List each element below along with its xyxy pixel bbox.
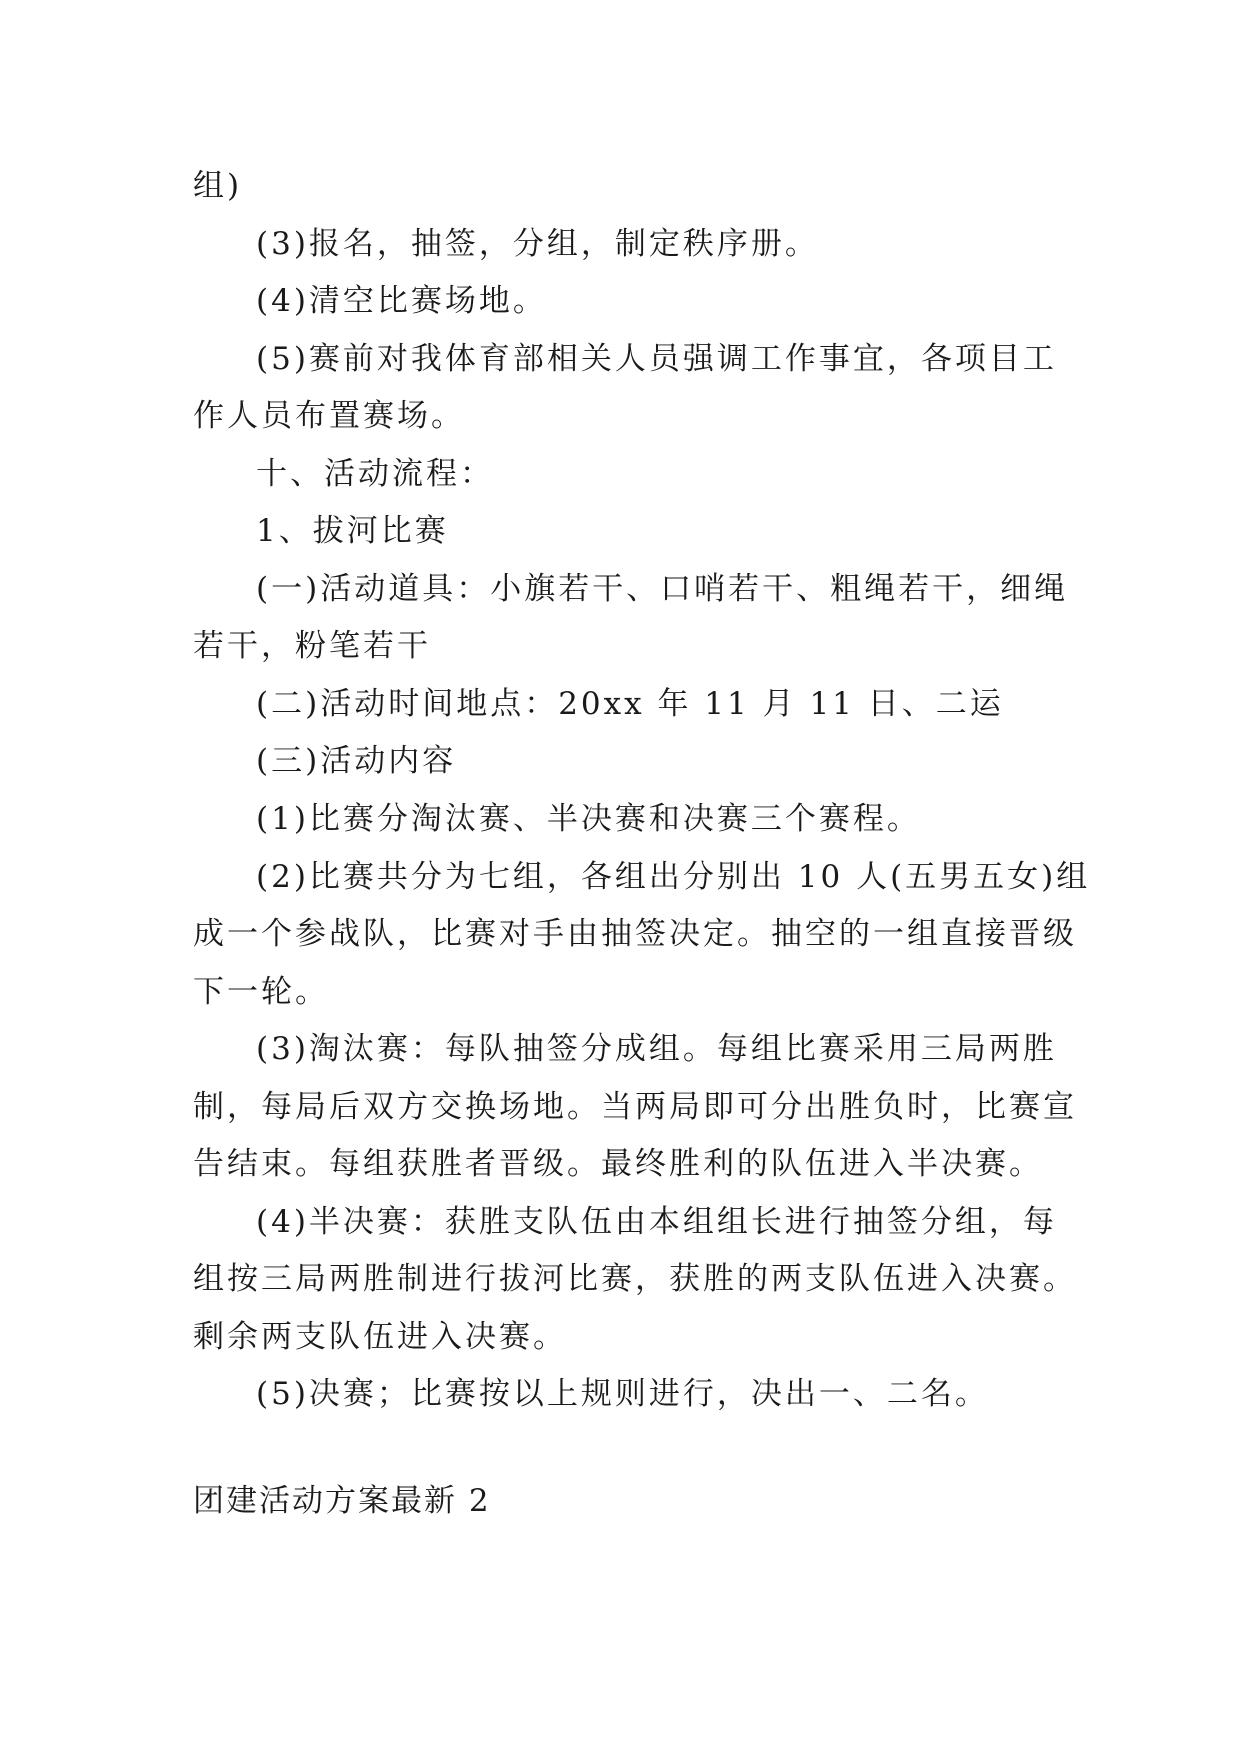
text-line: (二)活动时间地点：20xx 年 11 月 11 日、二运 (256, 686, 1004, 722)
subsection-heading: 1、拔河比赛 (256, 513, 449, 549)
text-line: 告结束。每组获胜者晋级。最终胜利的队伍进入半决赛。 (193, 1146, 1043, 1182)
text-line: (4)半决赛：获胜支队伍由本组组长进行抽签分组，每 (256, 1204, 1057, 1240)
text-line: 组) (193, 168, 243, 204)
text-line: 剩余两支队伍进入决赛。 (193, 1319, 567, 1355)
next-section-title: 团建活动方案最新 2 (193, 1483, 491, 1519)
text-line: (3)淘汰赛：每队抽签分成组。每组比赛采用三局两胜 (256, 1031, 1057, 1067)
text-line: (5)赛前对我体育部相关人员强调工作事宜，各项目工 (256, 341, 1057, 377)
text-line: (4)清空比赛场地。 (256, 283, 547, 319)
text-line: 组按三局两胜制进行拔河比赛，获胜的两支队伍进入决赛。 (193, 1261, 1077, 1297)
text-line: (1)比赛分淘汰赛、半决赛和决赛三个赛程。 (256, 801, 921, 837)
text-line: 下一轮。 (193, 974, 329, 1010)
text-line: (5)决赛；比赛按以上规则进行，决出一、二名。 (256, 1376, 989, 1412)
text-line: (2)比赛共分为七组，各组出分别出 10 人(五男五女)组 (256, 859, 1091, 895)
text-line: 若干，粉笔若干 (193, 628, 431, 664)
text-line: (三)活动内容 (256, 743, 457, 779)
text-line: (3)报名，抽签，分组，制定秩序册。 (256, 226, 819, 262)
text-line: 制，每局后双方交换场地。当两局即可分出胜负时，比赛宣 (193, 1089, 1077, 1125)
section-heading: 十、活动流程： (256, 456, 494, 492)
text-line: (一)活动道具：小旗若干、口哨若干、粗绳若干，细绳 (256, 571, 1069, 607)
text-line: 作人员布置赛场。 (193, 398, 465, 434)
text-line: 成一个参战队，比赛对手由抽签决定。抽空的一组直接晋级 (193, 916, 1077, 952)
